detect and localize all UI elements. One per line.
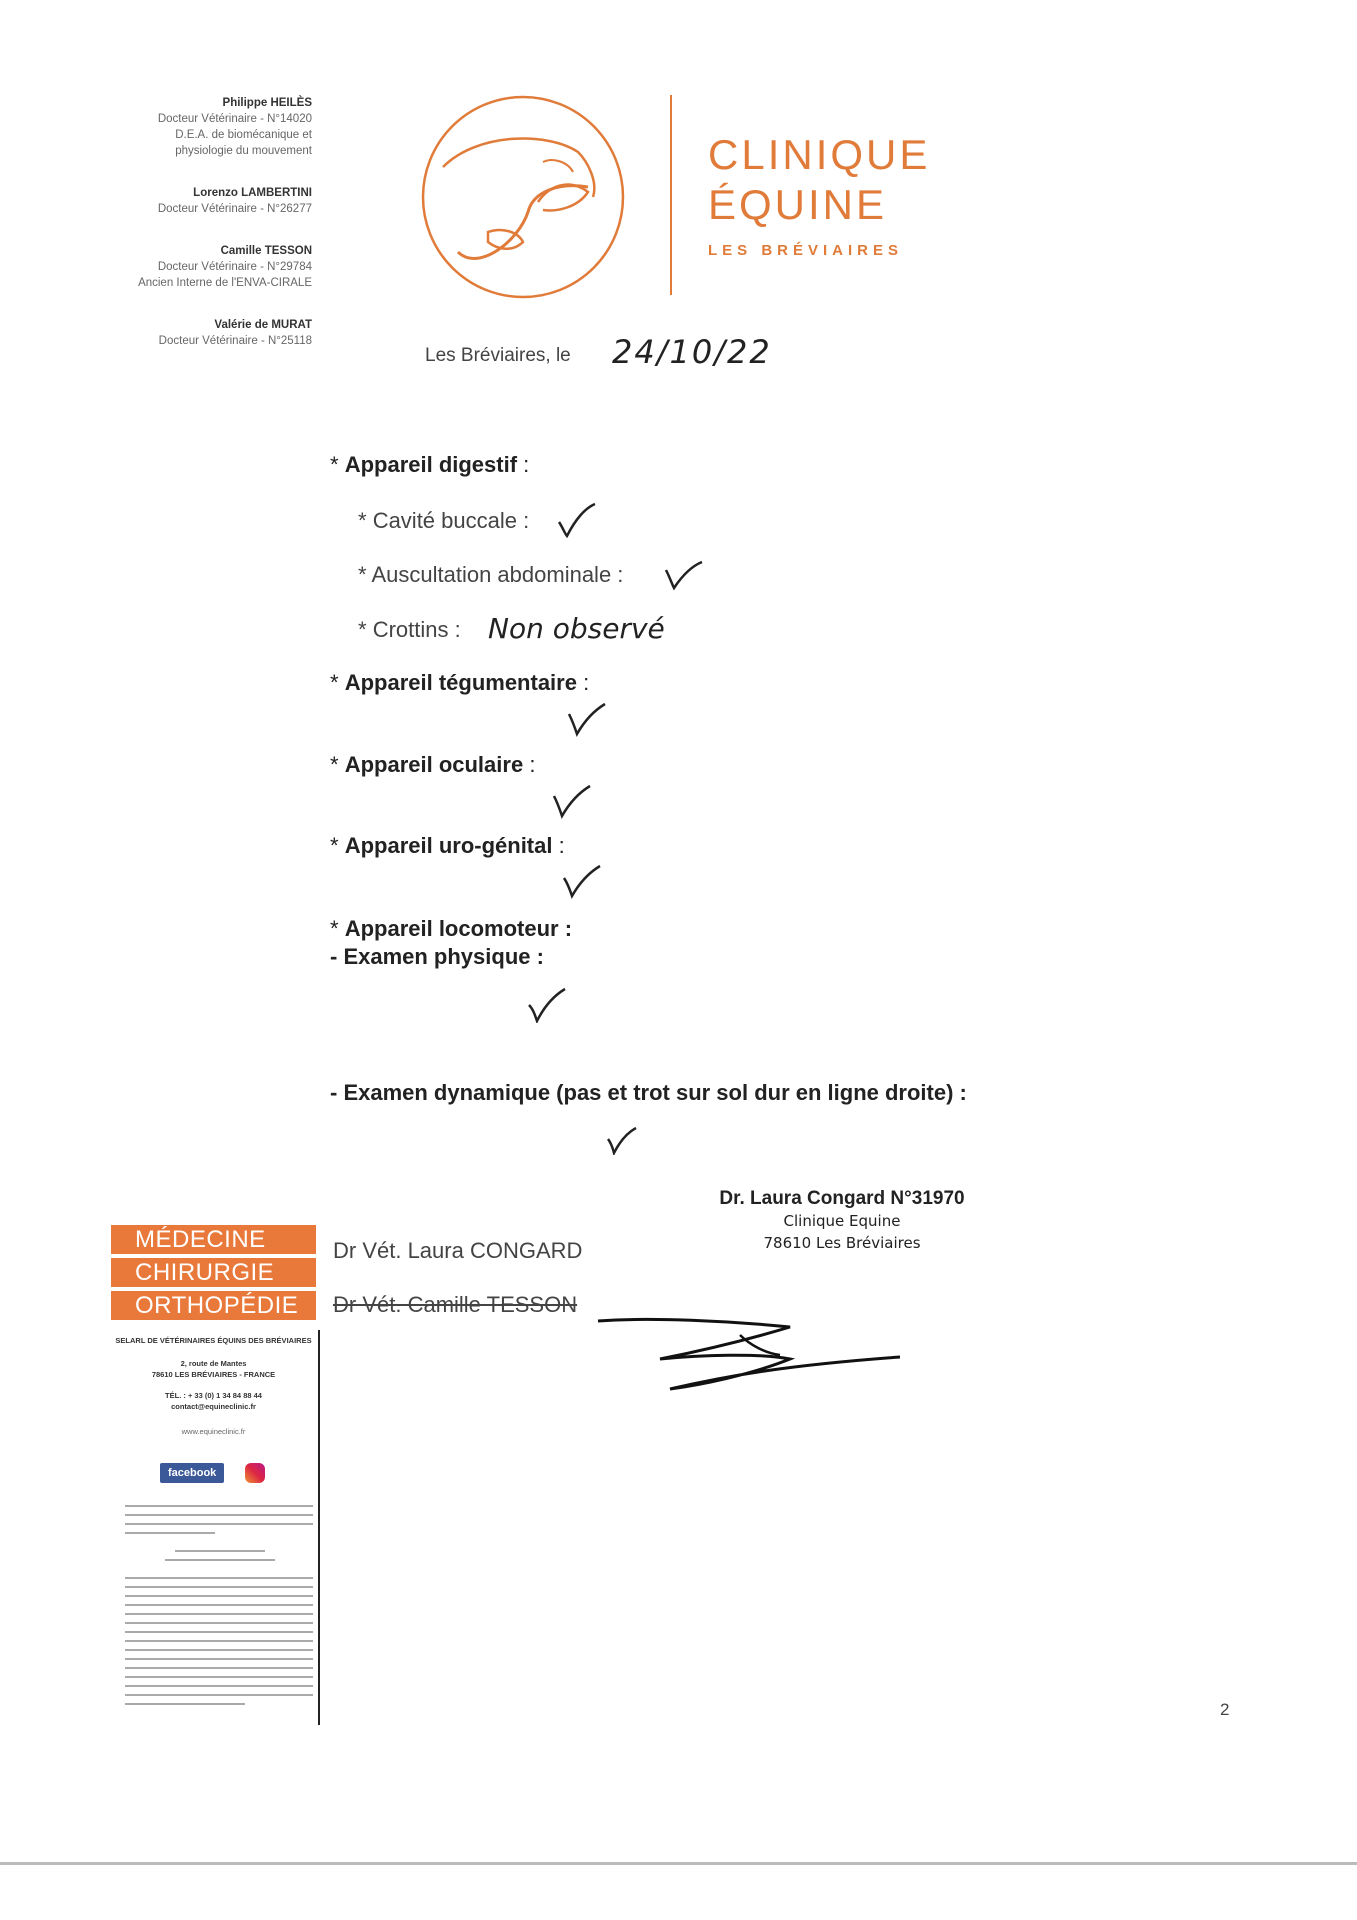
crottins-value: Non observé xyxy=(488,612,665,645)
vet-line: Docteur Vétérinaire - N°29784 xyxy=(157,261,312,273)
specialties-band xyxy=(111,1225,316,1324)
check-mark-icon xyxy=(560,862,604,900)
vet-entry xyxy=(138,95,312,159)
vet-name: Lorenzo LAMBERTINI xyxy=(193,187,312,199)
section-oculaire: * Appareil oculaire : xyxy=(330,752,536,777)
logo-divider xyxy=(670,95,672,295)
clinic-brand xyxy=(708,130,930,259)
facebook-icon[interactable]: facebook xyxy=(160,1463,224,1483)
section-tegumentaire: * Appareil tégumentaire : xyxy=(330,670,590,695)
specialty-orthopedie: ORTHOPÉDIE xyxy=(111,1291,316,1320)
doctor-laura-congard: Dr Vét. Laura CONGARD xyxy=(333,1238,583,1263)
doctor-camille-tesson: Dr Vét. Camille TESSON xyxy=(333,1292,578,1317)
instagram-icon[interactable] xyxy=(245,1463,265,1483)
vet-line: Docteur Vétérinaire - N°26277 xyxy=(157,203,312,215)
sidebar-address: 2, route de Mantes 78610 LES BRÉVIAIRES - FRANCE xyxy=(151,1359,276,1379)
vet-line: Docteur Vétérinaire - N°25118 xyxy=(158,335,312,347)
check-mark-icon xyxy=(565,700,609,738)
vet-line: D.E.A. de biomécanique et xyxy=(175,129,312,141)
section-digestif: * Appareil digestif : xyxy=(330,452,530,477)
bottom-scan-edge xyxy=(0,1862,1357,1865)
item-auscultation: * Auscultation abdominale : xyxy=(358,562,624,587)
clinic-name-line2: ÉQUINE xyxy=(708,181,888,228)
subsection-examen-physique: - Examen physique : xyxy=(330,944,544,969)
subsection-examen-dynamique: - Examen dynamique (pas et trot sur sol dur en ligne droite) : xyxy=(330,1080,967,1105)
vet-name: Philippe HEILÈS xyxy=(222,97,312,109)
vet-line: physiologie du mouvement xyxy=(175,145,312,157)
section-locomoteur: * Appareil locomoteur : xyxy=(330,916,573,941)
vet-entry xyxy=(138,185,312,217)
sidebar-website: www.equineclinic.fr xyxy=(181,1427,246,1436)
vet-name: Valérie de MURAT xyxy=(214,319,312,331)
social-links xyxy=(160,1463,224,1483)
specialty-medecine: MÉDECINE xyxy=(111,1225,316,1254)
signature-stamp xyxy=(712,1188,972,1254)
vet-entry xyxy=(138,317,312,349)
section-urogenital: * Appareil uro-génital : xyxy=(330,833,565,858)
legal-fine-print xyxy=(125,1505,313,1720)
stamp-name: Dr. Laura Congard N°31970 xyxy=(719,1188,965,1209)
stamp-clinic: Clinique Equine xyxy=(783,1212,901,1230)
check-mark-icon xyxy=(605,1125,639,1155)
clinic-name-line1: CLINIQUE xyxy=(708,131,931,178)
page-number: 2 xyxy=(1220,1700,1230,1719)
handwritten-signature xyxy=(590,1315,920,1395)
check-mark-icon xyxy=(525,985,569,1023)
clinic-logo-horse-icon xyxy=(418,92,628,302)
vet-entry xyxy=(138,243,312,291)
clinic-name-line3: LES BRÉVIAIRES xyxy=(708,242,904,259)
sidebar-org: SELARL DE VÉTÉRINAIRES ÉQUINS DES BRÉVIAIRES xyxy=(115,1336,312,1345)
check-mark-icon xyxy=(550,782,594,820)
sidebar-info xyxy=(111,1335,316,1451)
vet-line: Ancien Interne de l'ENVA-CIRALE xyxy=(138,277,312,289)
vet-list xyxy=(138,95,312,375)
stamp-address: 78610 Les Bréviaires xyxy=(763,1234,921,1252)
specialty-chirurgie: CHIRURGIE xyxy=(111,1258,316,1287)
check-mark-icon xyxy=(555,500,599,538)
item-crottins: * Crottins : xyxy=(358,617,461,642)
sidebar-divider xyxy=(318,1330,320,1725)
date-label: Les Bréviaires, le xyxy=(425,345,571,366)
date-value: 24/10/22 xyxy=(612,333,772,371)
item-cavite-buccale: * Cavité buccale : xyxy=(358,508,530,533)
vet-line: Docteur Vétérinaire - N°14020 xyxy=(157,113,312,125)
check-mark-icon xyxy=(662,556,706,594)
vet-name: Camille TESSON xyxy=(220,245,312,257)
sidebar-contact: TÉL. : + 33 (0) 1 34 84 88 44 contact@equineclinic.fr xyxy=(165,1391,262,1411)
